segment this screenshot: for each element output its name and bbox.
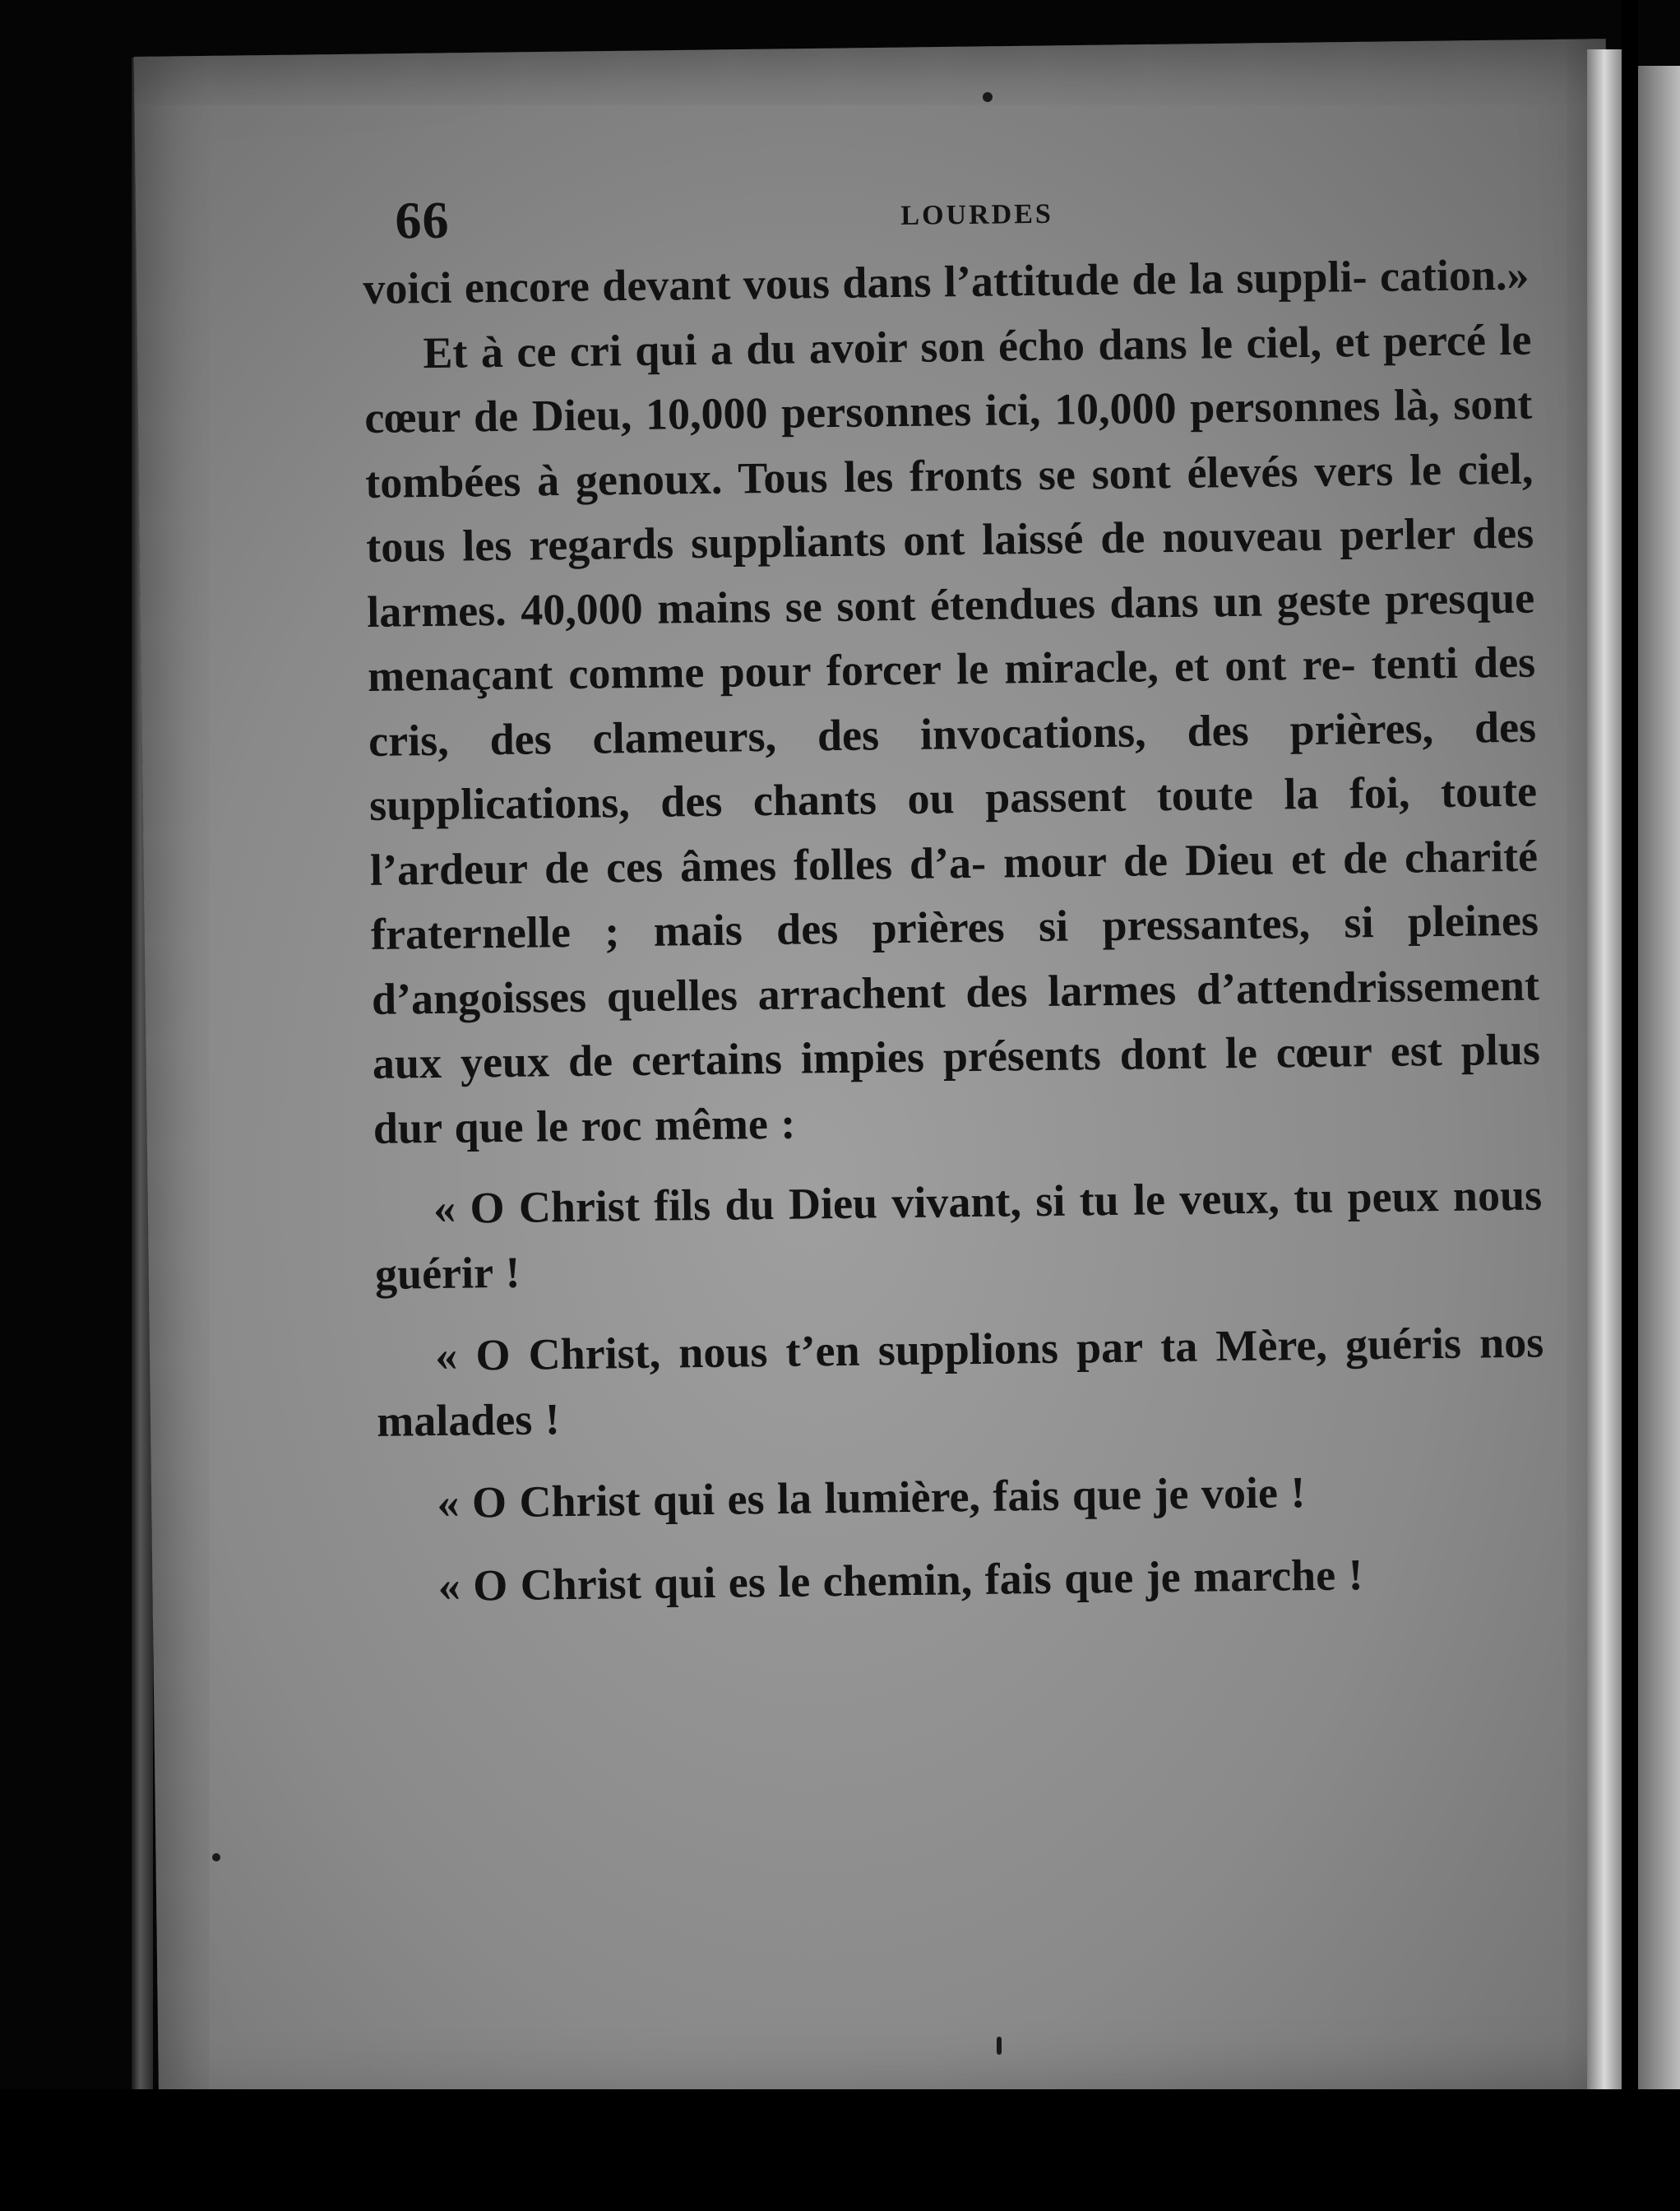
prayer-line: « O Christ qui es le chemin, fais que je marche ! xyxy=(437,1549,1363,1611)
ink-speck xyxy=(983,92,993,102)
bottom-scan-border xyxy=(0,2089,1680,2211)
page-number: 66 xyxy=(395,190,450,250)
prayer-line: « O Christ, nous t’en supplions par ta Mère, guéris nos malades ! xyxy=(376,1317,1544,1446)
page-edge-right xyxy=(1587,49,1622,2114)
main-paragraph: Et à ce cri qui a du avoir son écho dans le ciel, et percé le cœur de Dieu, 10,000 personnes ici, 10,000 personnes là, sont tombées à genoux. Tous les fronts se sont élevés vers le ciel, tous les regards suppliants ont laissé de nouveau perler des larmes. 40,000 mains se sont étendues dans un geste presque menaçant comme pour forcer le miracle, et ont re- tenti des cris, des clameurs, des invocations, des prières, des supplications, des chants ou passent toute la foi, toute l’ardeur de ces âmes folles d’a- mour de Dieu et de charité fraternelle ; mais des prières si pressantes, si pleines d’angoisses quelles arrachent des larmes d’attendrissement aux yeux de certains impies présents dont le cœur est plus dur que le roc même : xyxy=(364,314,1541,1153)
prayer-line: « O Christ fils du Dieu vivant, si tu le veux, tu peux nous guérir ! xyxy=(374,1170,1543,1299)
prayer-line: « O Christ qui es la lumière, fais que je voie ! xyxy=(437,1467,1306,1527)
adjacent-page-edge xyxy=(1638,66,1680,2139)
page-gap xyxy=(1622,0,1638,2211)
ink-speck xyxy=(997,2037,1002,2055)
continuation-paragraph: voici encore devant vous dans l’attitude de la suppli- cation.» xyxy=(363,249,1530,313)
prayer-list xyxy=(374,1163,1547,1619)
page-text-block xyxy=(362,177,1547,1637)
body-text xyxy=(363,243,1547,1619)
running-title: LOURDES xyxy=(900,198,1054,231)
ink-speck xyxy=(212,1853,220,1861)
